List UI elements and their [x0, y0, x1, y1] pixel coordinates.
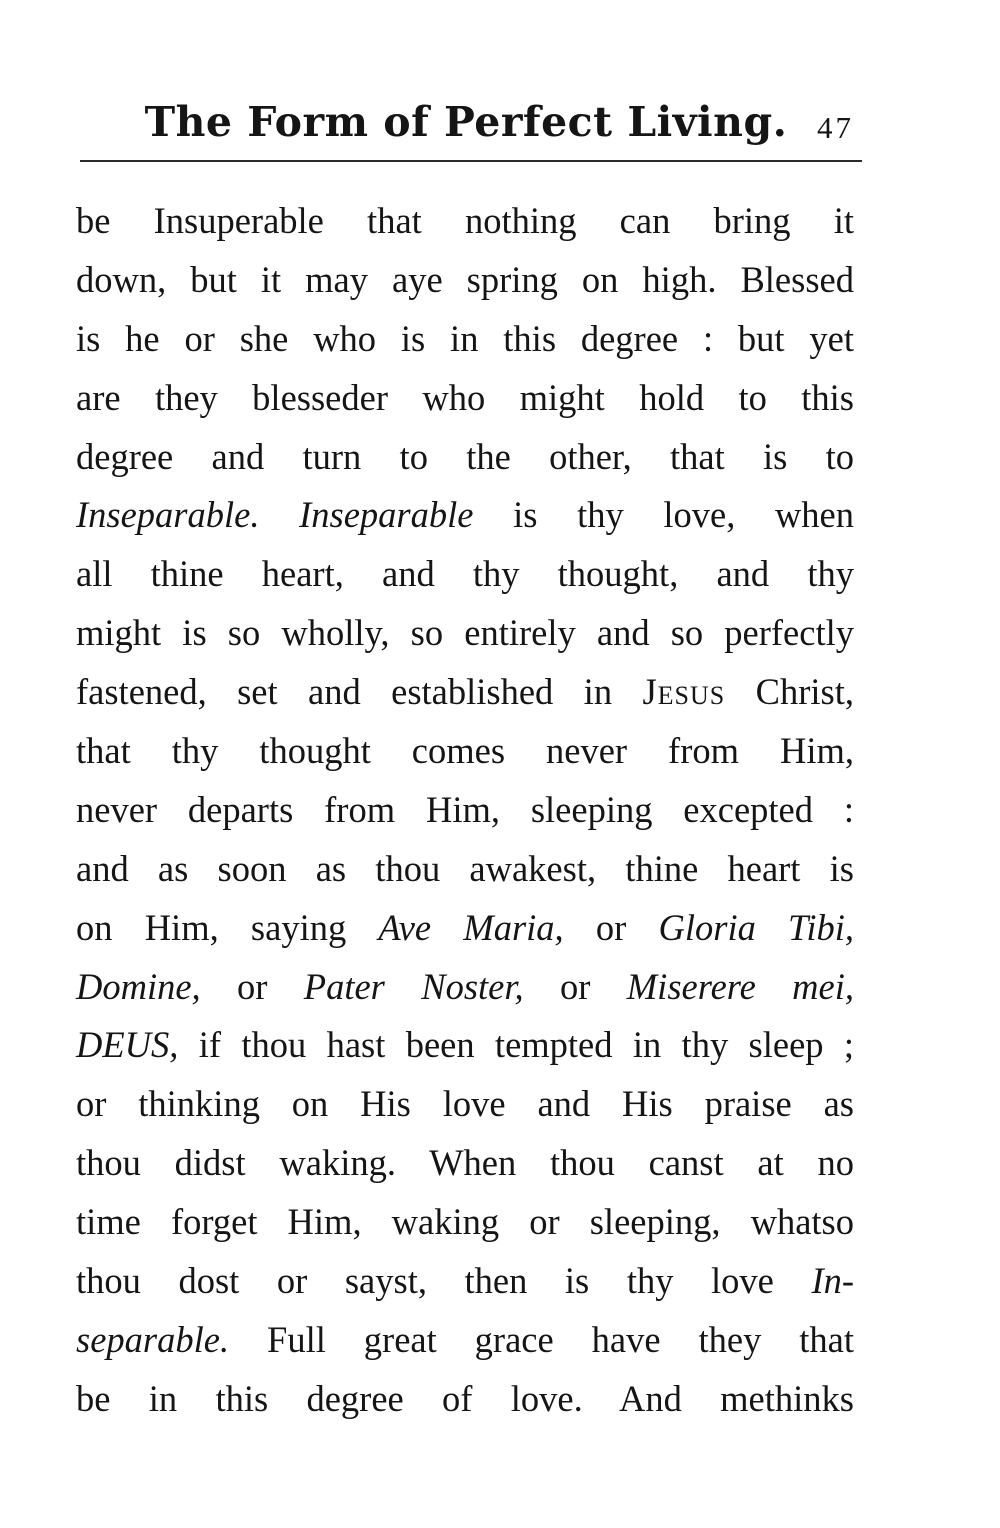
text-segment: all thine heart, and thy thought, and thy: [76, 553, 854, 595]
text-line: [76, 1075, 854, 1134]
text-segment: thou didst waking. When thou canst at no: [76, 1142, 854, 1184]
text-segment: if thou hast been tempted in thy sleep ;: [178, 1024, 854, 1066]
page-header: [76, 92, 860, 152]
italic-text: DEUS,: [76, 1024, 179, 1066]
text-segment: is he or she who is in this degree : but yet: [76, 317, 854, 359]
text-line: [76, 1016, 854, 1075]
text-line: [76, 840, 854, 899]
text-line: [76, 1134, 854, 1193]
text-line: [76, 899, 854, 958]
text-segment: be in this degree of love. And methinks: [76, 1377, 854, 1419]
italic-text: Gloria Tibi,: [658, 906, 854, 948]
text-line: [76, 1252, 854, 1311]
text-segment: might is so wholly, so entirely and so perfectly: [76, 612, 854, 654]
text-segment: degree and turn to the other, that is to: [76, 435, 854, 477]
text-segment: or: [523, 965, 627, 1007]
header-rule: [80, 160, 862, 162]
italic-text: Pater Noster,: [303, 965, 524, 1007]
text-segment: Full great grace have they that: [229, 1318, 854, 1360]
text-line: [76, 781, 854, 840]
italic-text: Ave Maria,: [378, 906, 564, 948]
text-line: [76, 1370, 854, 1429]
text-segment: that thy thought comes never from Him,: [76, 730, 854, 772]
text-segment: never departs from Him, sleeping excepted :: [76, 788, 854, 830]
text-segment: or: [200, 965, 304, 1007]
text-segment: and as soon as thou awakest, thine heart is: [76, 847, 854, 889]
italic-text: Domine,: [76, 965, 201, 1007]
page-number: 47: [817, 110, 854, 145]
text-line: [76, 722, 854, 781]
text-segment: thou dost or sayst, then is thy love: [76, 1260, 812, 1302]
text-segment: time forget Him, waking or sleeping, whatso: [76, 1201, 854, 1243]
text-segment: down, but it may aye spring on high. Blessed: [76, 258, 854, 300]
text-line: [76, 604, 854, 663]
body-text: [76, 192, 854, 1429]
text-segment: be Insuperable that nothing can bring it: [76, 200, 854, 241]
italic-text: separable.: [76, 1318, 230, 1360]
small-caps-text: Jesus: [642, 671, 726, 713]
text-segment: fastened, set and established in: [76, 671, 643, 713]
text-line: [76, 192, 854, 251]
text-line: [76, 369, 854, 428]
text-line: [76, 1311, 854, 1370]
text-segment: [259, 494, 299, 535]
text-line: [76, 545, 854, 604]
italic-text: Miserere mei,: [626, 965, 855, 1007]
text-segment: Christ,: [725, 671, 854, 713]
text-segment: or thinking on His love and His praise as: [76, 1083, 854, 1125]
text-line: [76, 958, 854, 1017]
text-segment: or: [563, 906, 659, 948]
text-line: [76, 251, 854, 310]
text-segment: on Him, saying: [76, 906, 379, 948]
italic-text: In-: [811, 1260, 854, 1302]
text-line: [76, 428, 854, 487]
italic-text: Inseparable.: [76, 494, 260, 536]
text-line: [76, 663, 854, 722]
text-line: [76, 1193, 854, 1252]
text-line: [76, 310, 854, 369]
running-title: The Form of Perfect Living.: [144, 98, 788, 146]
italic-text: Inseparable: [299, 494, 474, 536]
text-segment: are they blesseder who might hold to this: [76, 376, 854, 418]
text-segment: is thy love, when: [473, 494, 855, 536]
text-line: [76, 486, 854, 545]
